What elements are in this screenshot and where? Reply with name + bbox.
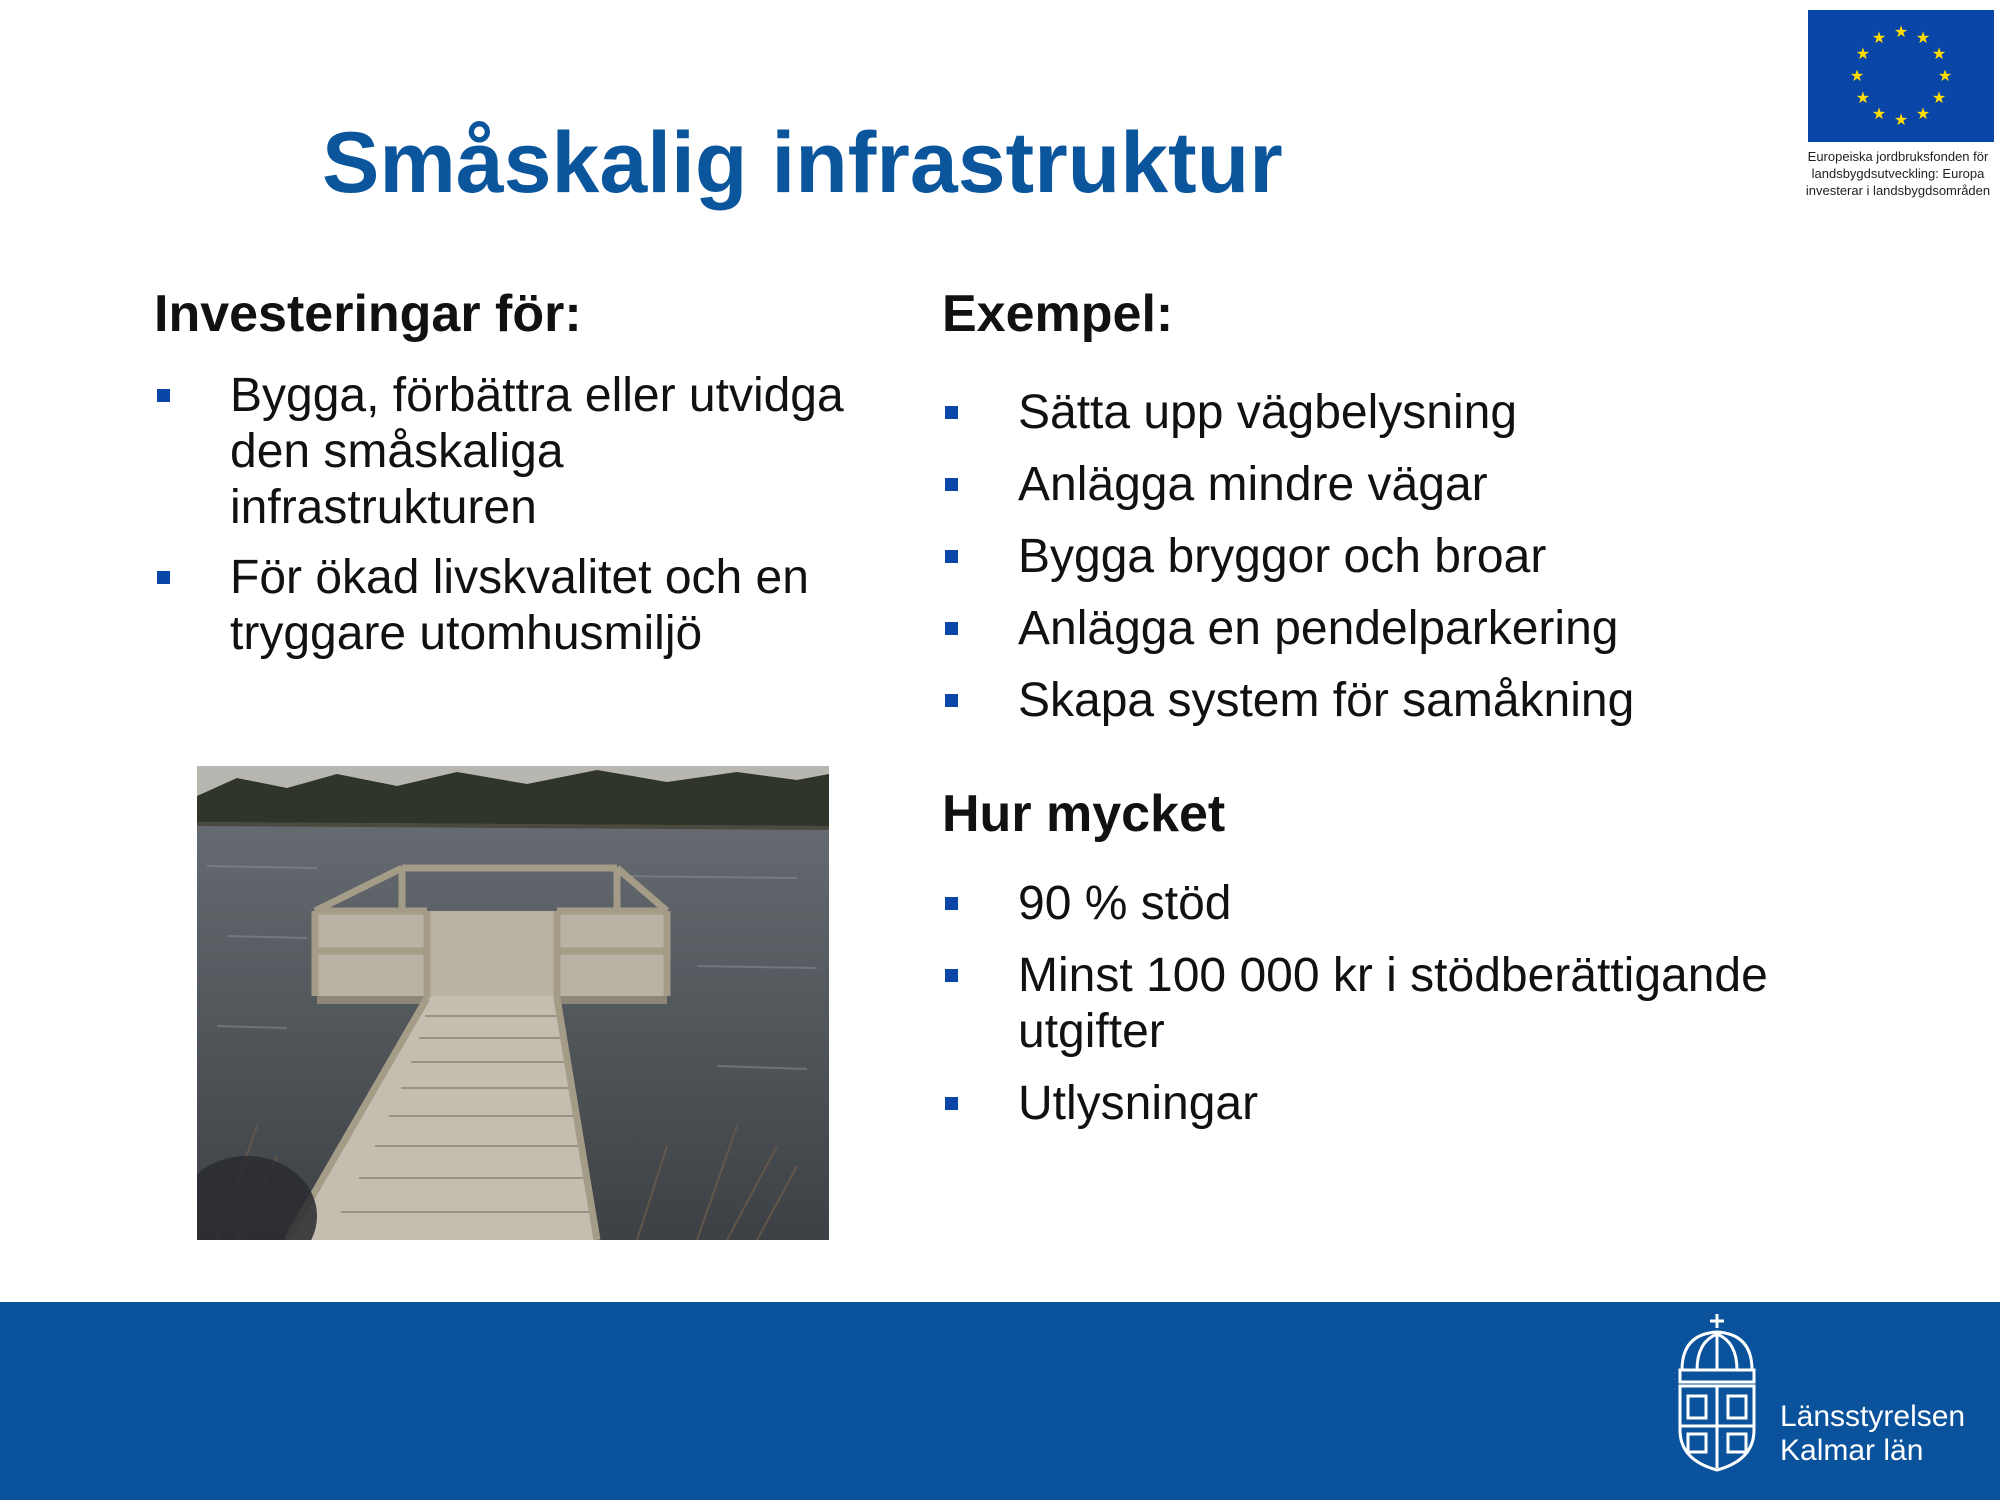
org-name-line2: Kalmar län	[1780, 1434, 1924, 1467]
bullet-icon	[157, 389, 170, 402]
bullet-icon	[945, 969, 958, 982]
investments-list	[154, 368, 874, 662]
eu-star-icon: ★	[1855, 90, 1871, 107]
list-item	[942, 593, 1842, 665]
list-item-text: Skapa system för samåkning	[1018, 674, 1635, 727]
pier-photo	[197, 766, 829, 1240]
bullet-icon	[945, 622, 958, 635]
slide-title: Småskalig infrastruktur	[322, 115, 1283, 211]
eu-star-icon: ★	[1931, 90, 1947, 107]
eu-flag-icon	[1808, 10, 1994, 142]
list-item-text: Anlägga en pendelparkering	[1018, 602, 1619, 655]
list-item-text: Bygga bryggor och broar	[1018, 530, 1547, 583]
eu-caption-line: landsbygdsutveckling: Europa	[1811, 166, 1985, 181]
eu-star-icon: ★	[1937, 68, 1953, 85]
list-item-text: Bygga, förbättra eller utvidga den småskaliga infrastrukturen	[230, 369, 844, 534]
list-item-text: Sätta upp vägbelysning	[1018, 386, 1518, 439]
list-item-text: För ökad livskvalitet och en tryggare utomhusmiljö	[230, 551, 809, 660]
eu-caption-line: Europeiska jordbruksfonden för	[1807, 149, 1989, 164]
how-much-heading: Hur mycket	[942, 785, 1226, 843]
bullet-icon	[945, 550, 958, 563]
list-item	[942, 521, 1842, 593]
list-item-text: Minst 100 000 kr i stödberättigande utgifter	[1018, 949, 1768, 1058]
bullet-icon	[945, 694, 958, 707]
list-item	[154, 368, 874, 536]
eu-star-icon: ★	[1893, 24, 1909, 41]
eu-caption-line: investerar i landsbygdsområden	[1805, 183, 1991, 198]
eu-logo-caption	[1796, 148, 2000, 199]
bullet-icon	[945, 478, 958, 491]
list-item	[942, 665, 1842, 737]
eu-star-icon: ★	[1893, 112, 1909, 129]
list-item	[154, 550, 874, 662]
list-item	[942, 377, 1842, 449]
eu-star-icon: ★	[1855, 46, 1871, 63]
eu-star-icon: ★	[1931, 46, 1947, 63]
eu-star-icon: ★	[1915, 29, 1931, 47]
examples-heading: Exempel:	[942, 285, 1174, 343]
bullet-icon	[157, 571, 170, 584]
how-much-list	[942, 876, 1822, 1132]
org-name-line1: Länsstyrelsen	[1780, 1400, 1966, 1433]
examples-list	[942, 377, 1842, 737]
list-item-text: Utlysningar	[1018, 1077, 1259, 1130]
eu-star-icon: ★	[1871, 29, 1887, 47]
list-item	[942, 876, 1822, 932]
org-name	[1780, 1400, 1965, 1468]
eu-star-icon: ★	[1915, 106, 1931, 124]
eu-star-icon: ★	[1871, 106, 1887, 124]
eu-star-icon: ★	[1849, 68, 1865, 85]
bullet-icon	[945, 1097, 958, 1110]
investments-heading: Investeringar för:	[154, 285, 582, 343]
bullet-icon	[945, 406, 958, 419]
bullet-icon	[945, 897, 958, 910]
list-item	[942, 948, 1822, 1060]
list-item	[942, 1076, 1822, 1132]
list-item-text: Anlägga mindre vägar	[1018, 458, 1488, 511]
coat-of-arms-icon	[1672, 1312, 1762, 1472]
list-item-text: 90 % stöd	[1018, 877, 1232, 930]
list-item	[942, 449, 1842, 521]
